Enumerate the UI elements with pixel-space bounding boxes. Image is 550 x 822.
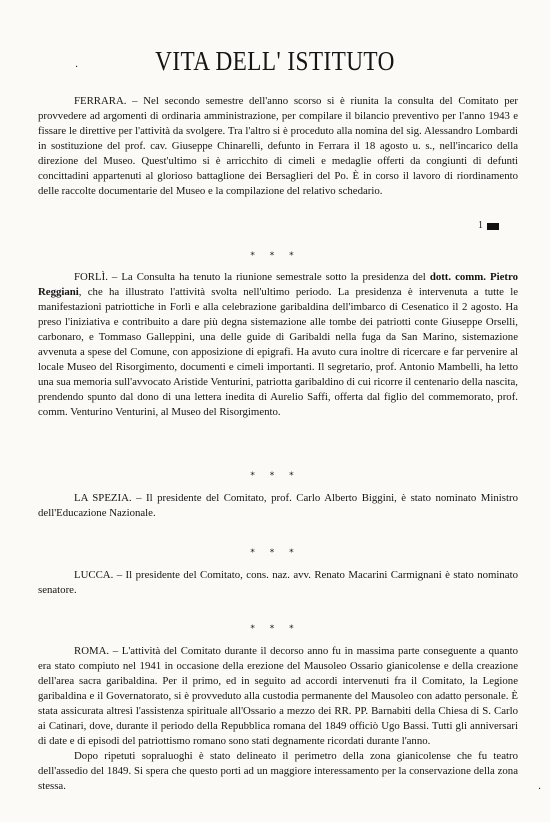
section-separator: * * * <box>250 471 300 481</box>
section-text-forli-a: – La Consulta ha tenuto la riunione semestrale sotto la presidenza del <box>107 271 430 283</box>
page-number-mark <box>478 222 500 231</box>
section-text-roma-a: – L'attività del Comitato durante il decorso anno fu in massima parte conseguente a quanto era stato compiuto nel 1941 in occasione della erezione del Mausoleo Ossario gianicolense e della creazione dell'area sacra garibaldina. Per il primo, ed in seguito ad accordi intervenuti fra il Comitato, la Legione garibaldina e il Governatorato, si è provveduto alla custodia permanente del Mausoleo con adatto personale. È stata assicurata altresì l'assistenza spirituale all'Ossario a mezzo dei RR. PP. Barnabiti della Chiesa di S. Carlo ai Catinari, dove, durante il periodo della Repubblica romana del 1849 officiò Ugo Bassi. Tutti gli anniversari di date e di episodi del patriottismo romano sono stati degnamente ricordati durante l'anno. <box>38 645 518 748</box>
section-roma <box>38 644 518 794</box>
page-number: 1 <box>478 220 483 231</box>
section-separator: * * * <box>250 624 300 634</box>
section-lucca <box>38 568 518 598</box>
section-place-laspezia: LA SPEZIA. <box>74 492 132 504</box>
section-text-roma-b: Dopo ripetuti sopraluoghi è stato delineato il perimetro della zona gianicolense che fu teatro dell'assedio del 1849. Si spera che questo porti ad un maggiore interessamento per la conservazione della zona stessa. <box>38 750 518 793</box>
section-place-forli: FORLÌ. <box>74 271 108 283</box>
section-separator: * * * <box>250 251 300 261</box>
page-title: VITA DELL' ISTITUTO <box>155 46 395 76</box>
ink-block-mark <box>487 223 499 230</box>
section-text-forli-b: , che ha illustrato l'attività svolta nell'ultimo periodo. La presidenza è intervenuta a tutte le manifestazioni patriottiche in Forlì e alla celebrazione garibaldina dell'imbarco di Cesenatico il 2 agosto. Ha preso l'iniziativa e contribuito a dare più degna sistemazione alle tombe dei patriotti conte Giuseppe Orselli, carbonaro, e Tommaso Galleppini, una delle guide di Garibaldi nella fuga da San Marino, sistemazione avvenuta a spese del Comune, con apposizione di epigrafi. Ha avuto cura inoltre di ricercare e far pervenire al locale Museo del Risorgimento, documenti e cimeli importanti. Il segretario, prof. Antonio Mambelli, ha letto una sua memoria sull'avvocato Aristide Venturini, patriotta garibaldino di cui ricorre il centenario della nascita, prendendo spunto dal dono di una lettera inedita di Aurelio Saffi, offerta dal figlio del commemorato, prof. comm. Venturino Venturini, al Museo del Risorgimento. <box>38 286 518 419</box>
section-bold-name-forli: dott. comm. Pietro Reggiani <box>38 271 518 299</box>
section-place-ferrara: FERRARA. <box>74 95 127 107</box>
section-ferrara <box>38 94 518 199</box>
section-forli <box>38 270 518 420</box>
section-text-laspezia: – Il presidente del Comitato, prof. Carlo Alberto Biggini, è stato nominato Ministro dell'Educazione Nazionale. <box>38 492 518 520</box>
section-text-ferrara: – Nel secondo semestre dell'anno scorso si è riunita la consulta del Comitato per provvedere ad argomenti di ordinaria amministrazione, per compilare il bilancio preventivo per l'anno 1943 e fissare le direttive per l'attività da svolgere. Tra l'altro si è proceduto alla nomina del sig. Alessandro Lombardi in sostituzione del prof. cav. Giuseppe Chinarelli, defunto in Ferrara il 18 agosto u. s., nell'incarico della direzione del Museo. Quest'ultimo si è arricchito di cimeli e medaglie offerti da congiunti di defunti concittadini appartenuti al glorioso battaglione dei Bersaglieri del Po. È in corso il lavoro di riordinamento delle raccolte documentarie del Museo e la compilazione del relativo schedario. <box>38 95 518 198</box>
stray-dot-right: · <box>538 784 542 795</box>
section-laspezia <box>38 491 518 521</box>
stray-dot-left: · <box>75 62 79 73</box>
section-text-lucca: – Il presidente del Comitato, cons. naz. avv. Renato Macarini Carmignani è stato nominato senatore. <box>38 569 518 597</box>
section-separator: * * * <box>250 548 300 558</box>
section-place-roma: ROMA. <box>74 645 110 657</box>
section-place-lucca: LUCCA. <box>74 569 114 581</box>
